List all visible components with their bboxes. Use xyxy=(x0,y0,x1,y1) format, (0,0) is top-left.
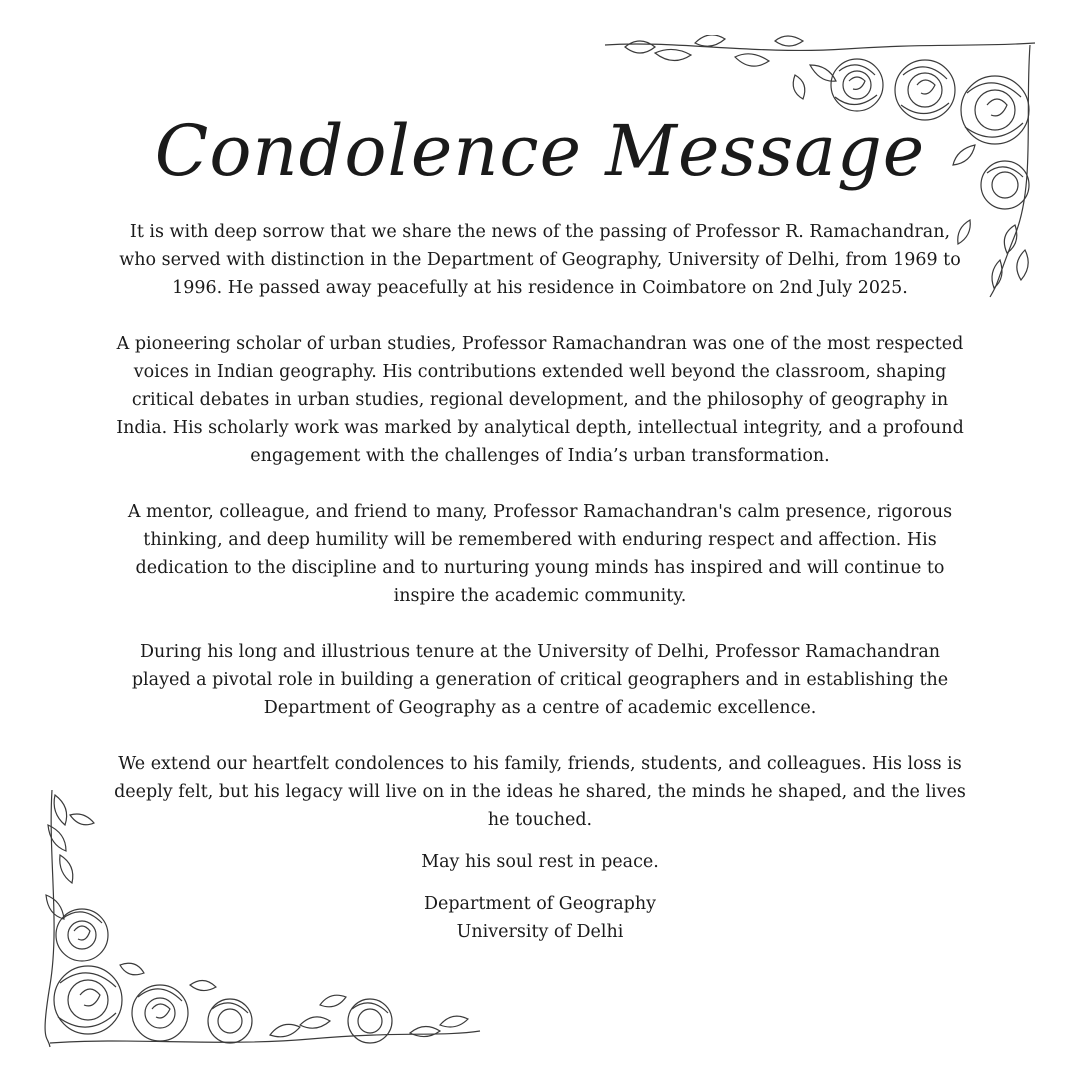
message-body xyxy=(110,218,970,946)
paragraph-passing-announcement: It is with deep sorrow that we share the news of the passing of Professor R. Ramachandran, who served with distinction in the Department of Geography, University of Delhi, from 1969 to 1996. He passed away peacefully at his residence in Coimbatore on 2nd July 2025. xyxy=(119,222,961,298)
paragraph-scholarship: A pioneering scholar of urban studies, Professor Ramachandran was one of the most respected voices in Indian geography. His contributions extended well beyond the classroom, shaping critical debates in urban studies, regional development, and the philosophy of geography in India. His scholarly work was marked by analytical depth, intellectual integrity, and a profound engagement with the challenges of India’s urban transformation. xyxy=(116,334,964,466)
signature-department: Department of Geography xyxy=(423,894,657,914)
closing-line: May his soul rest in peace. xyxy=(421,852,659,872)
page-title: Condolence Message xyxy=(154,110,926,192)
paragraph-mentor: A mentor, colleague, and friend to many, Professor Ramachandran's calm presence, rigorous thinking, and deep humility will be remembered with enduring respect and affection. His dedication to the discipline and to nurturing young minds has inspired and will continue to inspire the academic community. xyxy=(127,502,953,606)
signature-university: University of Delhi xyxy=(456,922,624,942)
paragraph-tenure: During his long and illustrious tenure at the University of Delhi, Professor Ramachandran played a pivotal role in building a generation of critical geographers and in establishing the Department of Geography as a centre of academic excellence. xyxy=(131,642,949,718)
paragraph-condolences: We extend our heartfelt condolences to his family, friends, students, and colleagues. His loss is deeply felt, but his legacy will live on in the ideas he shared, the minds he shaped, and the lives he touched. xyxy=(114,754,966,830)
